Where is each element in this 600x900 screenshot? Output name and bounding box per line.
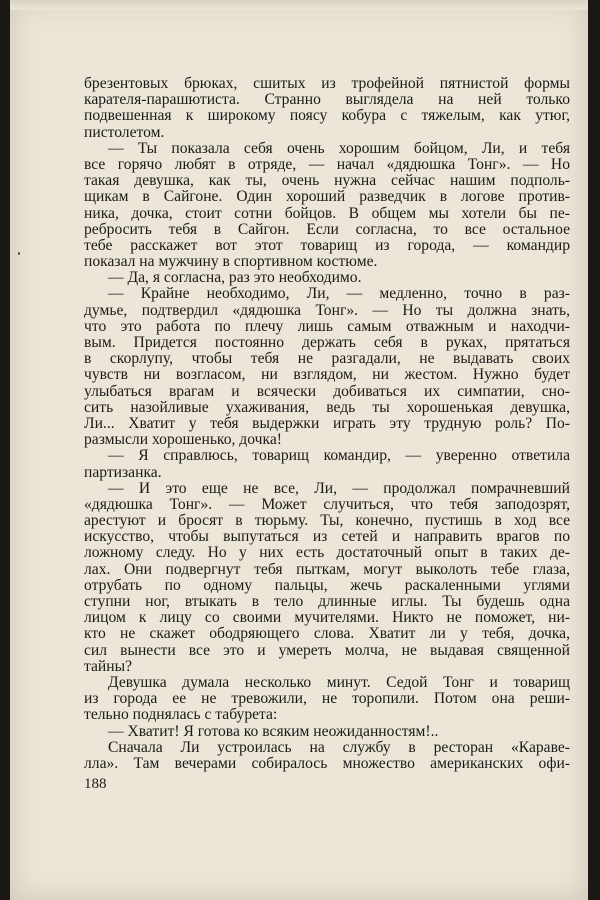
- text-line: такая девушка, как ты, очень нужна сейчас нашим подполь-: [84, 173, 570, 190]
- text-line: вым. Придется постоянно держать себя в руках, прятаться: [84, 335, 570, 351]
- text-line: кто не скажет ободряющего слова. Хватит ли у тебя, дочка,: [84, 626, 570, 643]
- text-line: размысли хорошенько, дочка!: [84, 432, 282, 449]
- text-line: щикам в Сайгоне. Один хороший разведчик в логове против-: [84, 189, 570, 206]
- text-line: карателя-парашютиста. Странно выглядела на ней только: [84, 92, 570, 109]
- text-line: лицом к лицу со своими мучителями. Никто не поможет, ни-: [84, 610, 570, 627]
- text-line: — Да, я согласна, раз это необходимо.: [108, 270, 362, 287]
- text-line: подвешенная к широкому поясу кобура с тяжелым, как утюг,: [84, 108, 570, 125]
- text-line: ложному следу. Но у них есть достаточный опыт в таких де-: [84, 545, 570, 562]
- text-line: — И это еще не все, Ли, — продолжал помрачневший: [108, 480, 570, 497]
- text-line: — Я справлюсь, товарищ командир, — уверенно ответила: [108, 448, 570, 465]
- text-line: в скорлупу, чтобы тебя не разгадали, не выдавать своих: [84, 351, 570, 368]
- text-line: Ли... Хватит у тебя выдержки играть эту трудную роль? По-: [84, 415, 570, 432]
- text-line: улыбаться врагам и всячески добиваться их симпатии, сно-: [84, 383, 570, 400]
- text-line: тайны?: [84, 658, 133, 675]
- text-line: Девушка думала несколько минут. Седой Тонг и товарищ: [108, 674, 570, 691]
- text-line: — Ты показала себя очень хорошим бойцом, Ли, и тебя: [108, 140, 570, 157]
- text-line: все горячо любят в отряде, — начал «дядюшка Тонг». — Но: [84, 156, 570, 173]
- page-top-edge: [10, 0, 588, 10]
- text-line: Сначала Ли устроилась на службу в ресторан «Караве-: [108, 739, 570, 756]
- text-line: тельно поднялась с табурета:: [84, 707, 278, 724]
- text-line: показал на мужчину в спортивном костюме.: [84, 254, 378, 271]
- dust-speck: [18, 252, 20, 255]
- text-line: лла». Там вечерами собиралось множество американских офи-: [84, 755, 570, 772]
- text-line: из города ее не тревожили, не торопили. Потом она реши-: [84, 691, 570, 708]
- page-number: 188: [84, 776, 107, 792]
- text-line: отрубать по одному пальцы, жечь раскаленными углями: [84, 577, 570, 594]
- text-line: пистолетом.: [84, 124, 165, 141]
- text-line: чувств ни возгласом, ни взглядом, ни жестом. Нужно будет: [84, 367, 570, 384]
- text-line: искусство, чтобы выпутаться из сетей и направить врагов по: [84, 529, 570, 546]
- text-line: ребросить тебя в Сайгон. Если согласна, то все остальное: [84, 221, 570, 238]
- text-line: сил вынести все это и умереть молча, не выдавая священной: [84, 642, 570, 659]
- text-line: партизанка.: [84, 464, 162, 481]
- text-line: что это работа по плечу лишь самым отважным и находчи-: [84, 318, 570, 335]
- text-line: «дядюшка Тонг». — Может случиться, что тебя заподозрят,: [84, 496, 570, 513]
- text-line: — Крайне необходимо, Ли, — медленно, точно в раз-: [108, 286, 570, 303]
- text-line: лах. Они подвергнут тебя пыткам, могут выколоть тебе глаза,: [84, 561, 570, 578]
- text-line: тебе расскажет вот этот товарищ из города, — командир: [84, 237, 570, 254]
- text-line: — Хватит! Я готова ко всяким неожиданностям!..: [108, 723, 439, 740]
- book-page: [10, 0, 588, 900]
- text-line: ступни ног, втыкать в тело длинные иглы. Ты будешь одна: [84, 594, 570, 610]
- body-text: [84, 76, 570, 772]
- text-line: сить назойливые ухаживания, ведь ты хорошенькая девушка,: [84, 399, 570, 416]
- text-line: арестуют и бросят в тюрьму. Ты, конечно, пустишь в ход все: [84, 513, 570, 530]
- text-line: брезентовых брюках, сшитых из трофейной пятнистой формы: [84, 76, 570, 92]
- text-line: думье, подтвердил «дядюшка Тонг». — Но ты должна знать,: [84, 302, 570, 319]
- text-line: ника, дочка, стоит сотни бойцов. В общем мы хотели бы пе-: [84, 205, 570, 222]
